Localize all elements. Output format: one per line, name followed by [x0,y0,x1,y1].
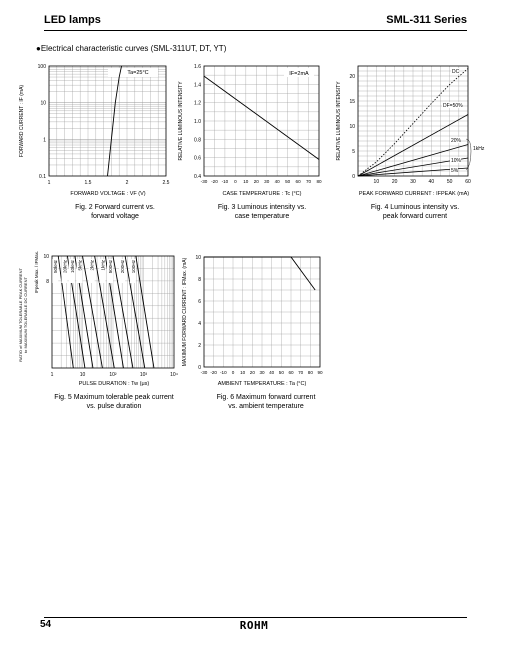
fig6-ytick: 8 [198,277,201,283]
fig3-ylabel: RELATIVE LUMINOUS INTENSITY [178,81,184,161]
fig6-xtick: 60 [288,370,294,375]
page-subtitle: ●Electrical characteristic curves (SML-311UT, DT, YT) [36,44,227,53]
fig6-xtick: 20 [249,370,255,375]
fig5-xlabel: PULSE DURATION : Tw (μs) [78,381,150,387]
fig2-ylabel: FORWARD CURRENT : IF (mA) [19,84,25,158]
fig3-xtick: 20 [253,179,259,184]
fig6-xtick: 50 [278,370,284,375]
fig3-xtick: -10 [221,179,229,184]
fig6-ylabel: MAXIMUM FORWARD CURRENT : IFMax. (mA) [182,257,188,367]
fig4-curve-label: DC [452,69,460,75]
fig4-curve-label: 20% [451,138,462,144]
fig3-ytick: 1.2 [194,100,201,107]
fig5-freq-label: 500Hz [108,260,113,274]
fig4-ytick: 10 [349,124,355,130]
fig5-ylabel-2: to MAXIMUM TOLERABLE DC CURRENT [23,277,28,353]
fig4-ylabel: RELATIVE LUMINOUS INTENSITY [336,81,342,161]
fig5-freq-label: 10kHz [69,260,75,274]
fig6-xtick: 40 [269,370,275,375]
fig6-xtick: 10 [240,370,246,375]
fig3-xtick: 80 [316,179,322,184]
fig4-xtick: 40 [428,179,435,185]
fig2-xtick: 2 [125,180,129,186]
fig5-freq-label: 200Hz [120,260,126,274]
fig4-ytick: 20 [349,74,355,80]
fig3-caption: Fig. 3 Luminous intensity vs. case temperature [217,204,307,220]
fig5-xtick: 10³ [139,372,148,378]
page-number: 54 [40,619,52,630]
fig4-ytick: 0 [352,174,355,180]
fig4-ytick: 5 [352,149,355,155]
fig5-caption: Fig. 5 Maximum tolerable peak current vs. pulse duration [54,394,174,410]
fig6-xtick: -20 [210,370,217,375]
fig6-xtick: -30 [200,370,208,375]
fig4-freq-label: 1kHz [473,146,485,152]
fig6-curve [204,257,315,290]
fig3-xtick: 0 [234,179,237,184]
fig3-ytick: 0.8 [194,137,201,144]
fig6-caption: Fig. 6 Maximum forward current vs. ambient temperature [216,394,316,410]
fig4-curve-label: 5% [451,168,459,174]
fig3-xlabel: CASE TEMPERATURE : Tc (°C) [222,191,302,197]
fig2-xtick: 1.5 [84,180,92,186]
fig4-xtick: 60 [465,179,471,185]
fig4-xlabel: PEAK FORWARD CURRENT : IFPEAK (mA) [358,191,470,197]
logo-text: ROHM [239,619,269,631]
fig2-ytick: 100 [37,64,46,70]
fig4-xtick: 20 [391,179,398,185]
fig6-xtick: 0 [231,370,235,375]
fig2-caption: Fig. 2 Forward current vs. forward voltage [75,204,155,220]
fig2-xlabel: FORWARD VOLTAGE : VF (V) [70,191,146,197]
fig6-xtick: 80 [307,370,313,375]
fig5-xtick: 10 [79,372,86,378]
fig3-ytick: 1.6 [194,64,201,70]
rohm-logo [232,619,276,631]
fig6-xtick: 70 [298,370,304,375]
fig2-ytick: 10 [40,100,46,107]
fig6-ytick: 0 [198,365,201,371]
fig5-ylabel-1: RATIO of MAXIMUM TOLERABLE PEAK CURRENT [18,268,23,362]
fig3-xtick: 60 [295,179,301,184]
fig4-xtick: 50 [446,179,453,185]
fig6-xtick: -10 [220,370,227,375]
fig3-xtick: -20 [211,179,218,184]
fig3-xtick: 40 [274,179,280,184]
fig6-ytick: 4 [198,321,201,327]
fig3-xtick: 30 [264,179,270,184]
fig5-xtick: 1 [50,372,54,378]
fig2-ytick: 0.1 [39,174,46,180]
section-title: LED lamps [44,14,101,26]
fig6-ytick: 6 [198,299,201,305]
fig4-curve-label: 10% [451,158,462,164]
fig2-condition: Ta=25°C [127,70,149,76]
fig5-freq-label: 1kHz [100,260,106,271]
fig4-caption: Fig. 4 Luminous intensity vs. peak forward current [370,204,460,220]
fig6-xtick: 30 [259,370,265,375]
fig3-xtick: 10 [243,179,249,184]
fig3-ytick: 1.4 [194,82,201,89]
fig5-freq-label: 100Hz [130,260,136,274]
fig4-ytick: 15 [349,99,355,105]
fig3-ytick: 0.4 [194,174,201,180]
fig2-ytick: 1 [43,137,46,144]
fig3-xtick: -30 [200,179,208,184]
fig3-condition: IF=2mA [289,71,309,77]
fig5-xtick: 10⁴ [170,372,178,378]
fig3-xtick: 70 [305,179,312,184]
fig5-freq-label: 50kHz [53,260,59,274]
fig2-xtick: 1 [47,180,51,186]
fig3-ytick: 1.0 [194,119,201,125]
series-title: SML-311 Series [386,14,467,26]
fig5-freq-label: 5kHz [77,260,83,271]
fig5-ytick: 10 [43,254,49,260]
fig5-ytick: 8 [46,278,49,285]
fig4-xtick: 30 [410,179,416,185]
fig6-ytick: 2 [198,343,201,349]
fig4-xtick: 10 [373,179,380,185]
fig6-ytick: 10 [195,255,201,261]
footer-rule [44,617,467,618]
fig6-xtick: 90 [317,370,323,375]
fig3-ytick: 0.6 [194,155,201,162]
fig5-freq-label: 2kHz [89,260,95,271]
fig5-xtick: 10² [109,372,117,378]
fig5-freq-label: 20kHz [62,260,68,274]
fig3-xtick: 50 [285,179,291,184]
fig5-ratio-label: IFpeak Max. / IFMax. [34,250,39,294]
fig4-curve-label: DF=50% [443,103,463,109]
fig2-xtick: 2.5 [162,180,170,186]
fig6-xlabel: AMBIENT TEMPERATURE : Ta (°C) [217,381,307,387]
